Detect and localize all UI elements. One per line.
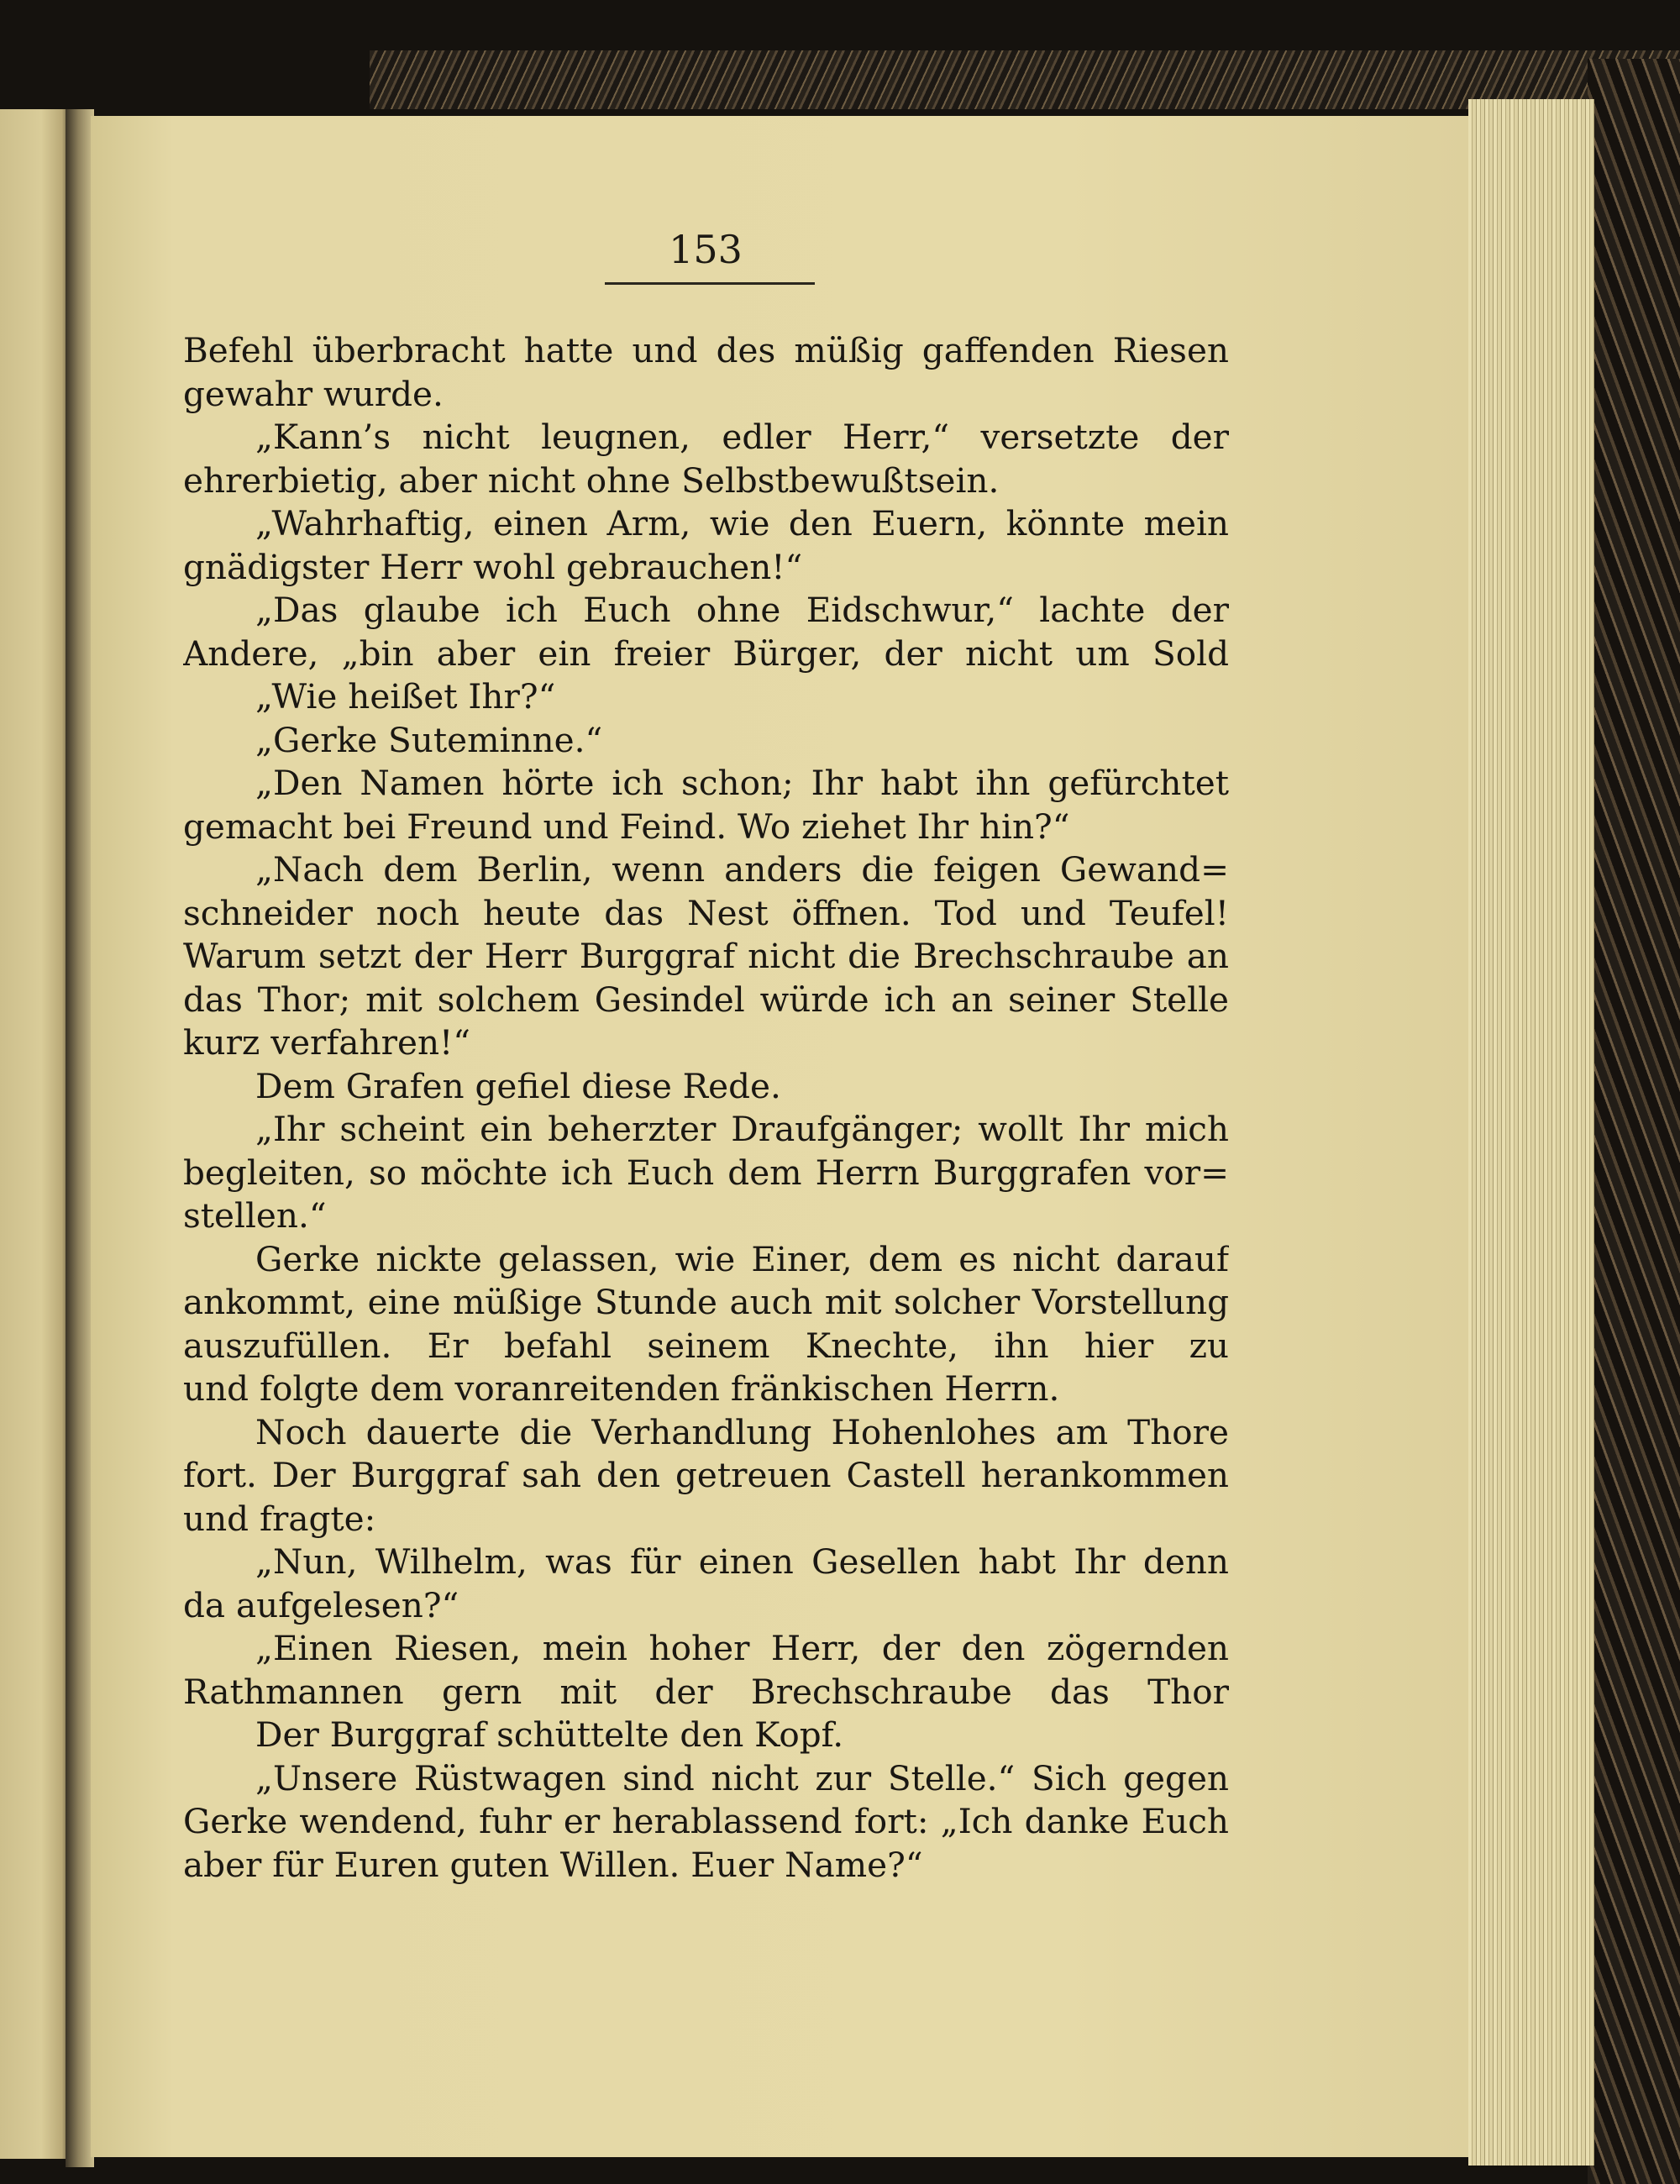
- text-line: und folgte dem voranreitenden fränkischen Herrn.: [183, 1368, 1060, 1409]
- text-line: kurz verfahren!“: [183, 1022, 471, 1063]
- header-rule: [605, 282, 815, 285]
- text-line: „Einen Riesen, mein hoher Herr, der den zögernden: [255, 1628, 1229, 1668]
- text-line: gemacht bei Freund und Feind. Wo ziehet Ihr hin?“: [183, 806, 1070, 847]
- text-line: gnädigster Herr wohl gebrauchen!“: [183, 546, 803, 587]
- text-line: „Unsere Rüstwagen sind nicht zur Stelle.“ Sich gegen: [255, 1757, 1229, 1798]
- page-number: 153: [669, 227, 743, 272]
- text-line: „Wahrhaftig, einen Arm, wie den Euern, könnte mein: [255, 503, 1229, 543]
- text-line: Andere, „bin aber ein freier Bürger, der nicht um Sold: [183, 633, 1229, 674]
- text-line: ankommt, eine müßige Stunde auch mit solcher Vorstellung: [183, 1282, 1229, 1322]
- text-line: Dem Grafen gefiel diese Rede.: [255, 1065, 781, 1106]
- text-line: aber für Euren guten Willen. Euer Name?“: [183, 1844, 923, 1885]
- text-line: „Ihr scheint ein beherzter Draufgänger; wollt Ihr mich: [255, 1109, 1229, 1149]
- text-line: und fragte:: [183, 1498, 376, 1539]
- page-stack-edges: [1468, 99, 1594, 2166]
- text-line: Der Burggraf schüttelte den Kopf.: [255, 1714, 844, 1755]
- previous-page-edge: [0, 109, 69, 2159]
- text-line: „Den Namen hörte ich schon; Ihr habt ihn gefürchtet: [255, 763, 1229, 803]
- text-line: „Kann’s nicht leugnen, edler Herr,“ versetzte der: [255, 417, 1229, 457]
- text-line: Rathmannen gern mit der Brechschraube das Thor: [183, 1671, 1229, 1712]
- text-line: „Das glaube ich Euch ohne Eidschwur,“ lachte der: [255, 590, 1229, 630]
- page-gutter: [66, 109, 94, 2167]
- text-line: begleiten, so möchte ich Euch dem Herrn Burggrafen vor=: [183, 1152, 1229, 1193]
- text-line: „Gerke Suteminne.“: [255, 719, 603, 760]
- text-line: stellen.“: [183, 1195, 327, 1236]
- text-line: „Nun, Wilhelm, was für einen Gesellen habt Ihr denn: [255, 1541, 1229, 1582]
- text-line: Gerke nickte gelassen, wie Einer, dem es nicht darauf: [255, 1238, 1229, 1279]
- text-line: Gerke wendend, fuhr er herablassend fort: „Ich danke Euch: [183, 1801, 1229, 1841]
- text-line: „Wie heißet Ihr?“: [255, 676, 556, 717]
- book-cover-right: [1588, 59, 1680, 2184]
- text-line: ehrerbietig, aber nicht ohne Selbstbewußtsein.: [183, 459, 1000, 501]
- text-line: Noch dauerte die Verhandlung Hohenlohes am Thore: [255, 1411, 1229, 1452]
- page-text: [183, 329, 1229, 1887]
- text-line: Befehl überbracht hatte und des müßig gaffenden Riesen: [183, 330, 1229, 370]
- text-line: gewahr wurde.: [183, 373, 444, 414]
- text-line: schneider noch heute das Nest öffnen. Tod und Teufel!: [183, 892, 1229, 933]
- text-line: auszufüllen. Er befahl seinem Knechte, ihn hier zu: [183, 1325, 1229, 1366]
- text-line: da aufgelesen?“: [183, 1584, 459, 1625]
- text-line: fort. Der Burggraf sah den getreuen Castell herankommen: [183, 1455, 1229, 1495]
- text-line: „Nach dem Berlin, wenn anders die feigen Gewand=: [255, 849, 1229, 890]
- text-line: Warum setzt der Herr Burggraf nicht die Brechschraube an: [183, 936, 1229, 976]
- text-line: das Thor; mit solchem Gesindel würde ich an seiner Stelle: [183, 979, 1229, 1020]
